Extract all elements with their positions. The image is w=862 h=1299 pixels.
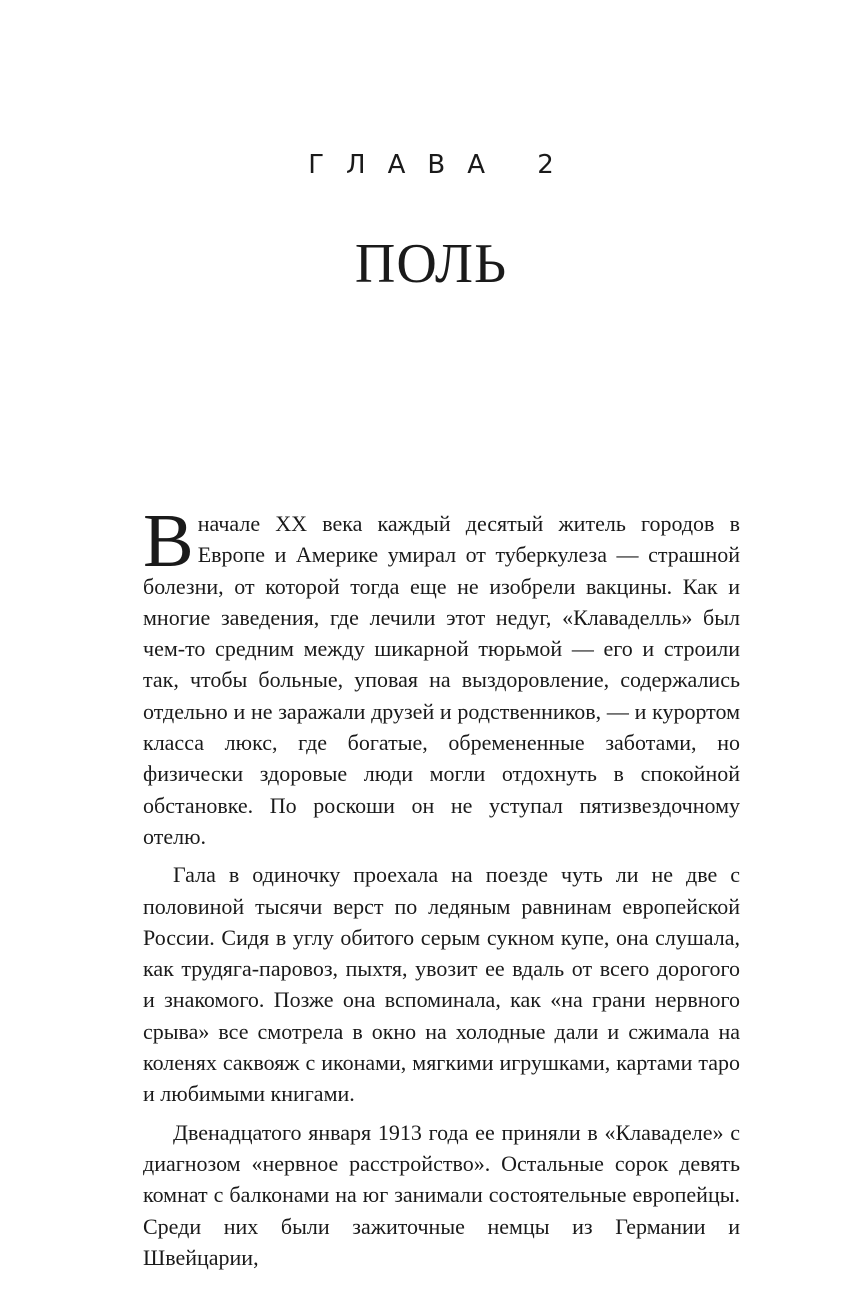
chapter-title: ПОЛЬ <box>354 233 508 295</box>
paragraph <box>143 499 740 852</box>
paragraph-text: начале XX века каждый десятый житель городов в Европе и Америке умирал от туберкулеза — страшной болезни, от которой тогда еще не изобрели вакцины. Как и многие заведения, где лечили этот недуг, «Клаваделль» был чем-то средним между шикарной тюрьмой — его и строили так, чтобы больные, уповая на выздоровление, содержались отдельно и не заражали друзей и родственников, — и курортом класса люкс, где богатые, обремененные заботами, но физически здоровые люди могли отдохнуть в спокойной обстановке. По роскоши он не уступал пятизвездочному отелю. <box>143 511 740 849</box>
drop-cap: В <box>143 499 194 583</box>
paragraph: Гала в одиночку проехала на поезде чуть ли не две с половиной тысячи верст по ледяным равнинам европейской России. Сидя в углу обитого серым сукном купе, она слушала, как трудяга-паровоз, пыхтя, увозит ее вдаль от всего дорогого и знакомого. Позже она вспоминала, как «на грани нервного срыва» все смотрела в окно на холодные дали и сжимала на коленях саквояж с иконами, мягкими игрушками, картами таро и любимыми книгами. <box>143 862 740 1107</box>
chapter-text <box>143 499 740 1273</box>
paragraph: Двенадцатого января 1913 года ее приняли в «Клаваделе» с диагнозом «нервное расстройство». Остальные сорок девять комнат с балконами на юг занимали состоятельные европейцы. Среди них были зажиточные немцы из Германии и Швейцарии, <box>143 1119 740 1270</box>
chapter-number: ГЛАВА 2 <box>308 150 576 180</box>
